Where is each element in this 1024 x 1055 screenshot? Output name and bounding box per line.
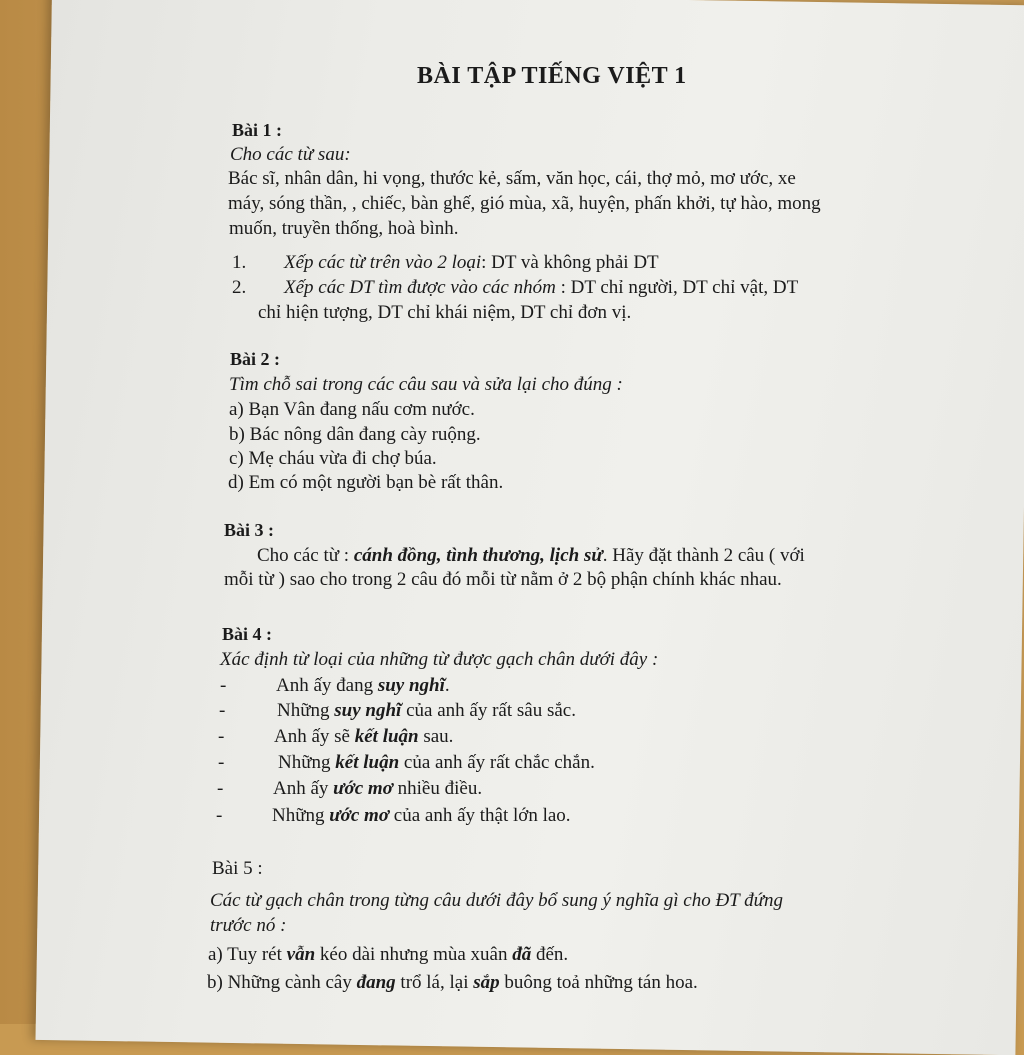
bai1-instruction: Cho các từ sau: — [230, 144, 351, 165]
bai5-b-pre: b) Những cành cây — [207, 972, 357, 993]
bai4-item-3-post: sau. — [418, 726, 454, 747]
bai2-item-a: a) Bạn Vân đang nấu cơm nước. — [229, 399, 475, 420]
bai4-item-6-dash: - — [216, 805, 223, 826]
bai5-b-post: buông toả những tán hoa. — [499, 972, 698, 993]
page-title: BÀI TẬP TIẾNG VIỆT 1 — [417, 63, 687, 89]
bai5-a-pre: a) Tuy rét — [208, 944, 287, 965]
bai1-task2-rest: : DT chỉ người, DT chỉ vật, DT — [555, 277, 799, 298]
bai4-item-4-dash: - — [218, 752, 225, 773]
bai1-heading: Bài 1 : — [232, 120, 283, 140]
bai1-task1 — [232, 250, 659, 275]
bai1-words-line3: muốn, truyền thống, hoà bình. — [229, 218, 459, 239]
bai1-task1-number: 1. — [232, 252, 247, 273]
bai4-item-5-keyword: ước mơ — [333, 778, 393, 799]
bai2-item-b: b) Bác nông dân đang cày ruộng. — [229, 424, 481, 445]
bai5-item-b — [207, 970, 698, 995]
bai4-item-6-keyword: ước mơ — [329, 805, 390, 826]
bai5-heading: Bài 5 : — [212, 858, 263, 879]
bai4-item-3-keyword: kết luận — [354, 726, 419, 747]
bai4-heading: Bài 4 : — [222, 624, 273, 644]
bai4-item-5-post: nhiều điều. — [392, 778, 483, 799]
bai4-item-2-post: của anh ấy rất sâu sắc. — [401, 700, 576, 721]
bai5-item-a — [208, 942, 568, 967]
bai3-line1-start: Cho các từ : — [257, 545, 354, 566]
bai4-item-3-dash: - — [218, 726, 225, 747]
bai3-line2: mỗi từ ) sao cho trong 2 câu đó mỗi từ nằm ở 2 bộ phận chính khác nhau. — [224, 569, 782, 590]
bai2-item-c: c) Mẹ cháu vừa đi chợ búa. — [229, 448, 437, 469]
bai5-b-keyword2: sắp — [473, 972, 500, 993]
bai2-heading: Bài 2 : — [230, 349, 281, 369]
bai3-line1 — [257, 543, 805, 568]
bai5-a-post: đến. — [531, 944, 569, 965]
bai4-item-4-pre: Những — [278, 752, 336, 773]
bai4-item-5-text — [273, 776, 482, 801]
bai3-heading: Bài 3 : — [224, 520, 275, 540]
bai5-a-keyword2: đã — [512, 944, 532, 965]
bai4-item-6-pre: Những — [272, 805, 330, 826]
bai2-item-d: d) Em có một người bạn bè rất thân. — [228, 472, 504, 493]
bai4-item-4-keyword: kết luận — [335, 752, 400, 773]
bai1-words-line1: Bác sĩ, nhân dân, hi vọng, thước kẻ, sấm, văn học, cái, thợ mỏ, mơ ước, xe — [228, 168, 796, 189]
bai1-words-line2: máy, sóng thần, , chiếc, bàn ghế, gió mùa, xã, huyện, phấn khởi, tự hào, mong — [228, 193, 821, 214]
bai1-task2-number: 2. — [232, 277, 247, 298]
bai4-item-4-text — [278, 750, 595, 775]
bai5-b-mid: trổ lá, lại — [395, 972, 474, 993]
bai5-a-mid: kéo dài nhưng mùa xuân — [315, 944, 513, 965]
bai5-instruction-line2: trước nó : — [210, 915, 287, 936]
bai4-item-2-text — [277, 698, 576, 723]
bai1-task2-instruction: Xếp các DT tìm được vào các nhóm — [284, 277, 556, 298]
bai5-instruction-line1: Các từ gạch chân trong từng câu dưới đây bổ sung ý nghĩa gì cho ĐT đứng — [210, 890, 783, 911]
bai4-item-3-pre: Anh ấy sẽ — [274, 726, 355, 747]
bai1-task1-rest: : DT và không phải DT — [481, 252, 659, 273]
bai4-item-5-pre: Anh ấy — [273, 778, 334, 799]
bai4-item-1-dash: - — [220, 675, 227, 696]
bai5-b-keyword1: đang — [356, 972, 396, 993]
bai4-item-2-dash: - — [219, 700, 226, 721]
bai4-instruction: Xác định từ loại của những từ được gạch chân dưới đây : — [220, 649, 659, 670]
bai4-item-4-post: của anh ấy rất chắc chắn. — [399, 752, 595, 773]
bai4-item-1-text — [276, 673, 450, 698]
bai2-instruction: Tìm chỗ sai trong các câu sau và sửa lại cho đúng : — [229, 374, 623, 395]
bai4-item-1-pre: Anh ấy đang — [276, 675, 378, 696]
bai4-item-1-keyword: suy nghĩ — [377, 675, 445, 696]
bai4-item-6-post: của anh ấy thật lớn lao. — [389, 805, 571, 826]
bai4-item-3-text — [274, 724, 453, 749]
bai1-task2 — [232, 275, 798, 300]
bai4-item-2-keyword: suy nghĩ — [334, 700, 402, 721]
bai4-item-1-post: . — [444, 675, 450, 696]
bai4-item-5-dash: - — [217, 778, 224, 799]
bai3-keywords: cánh đồng, tình thương, lịch sử — [353, 545, 603, 566]
bai4-item-6-text — [272, 803, 571, 828]
bai1-task1-instruction: Xếp các từ trên vào 2 loại — [284, 252, 482, 273]
bai4-item-2-pre: Những — [277, 700, 335, 721]
bai5-a-keyword1: vẫn — [286, 944, 316, 965]
bai3-line1-end: . Hãy đặt thành 2 câu ( với — [602, 545, 805, 566]
bai1-task2-line2: chỉ hiện tượng, DT chỉ khái niệm, DT chỉ đơn vị. — [258, 302, 632, 323]
